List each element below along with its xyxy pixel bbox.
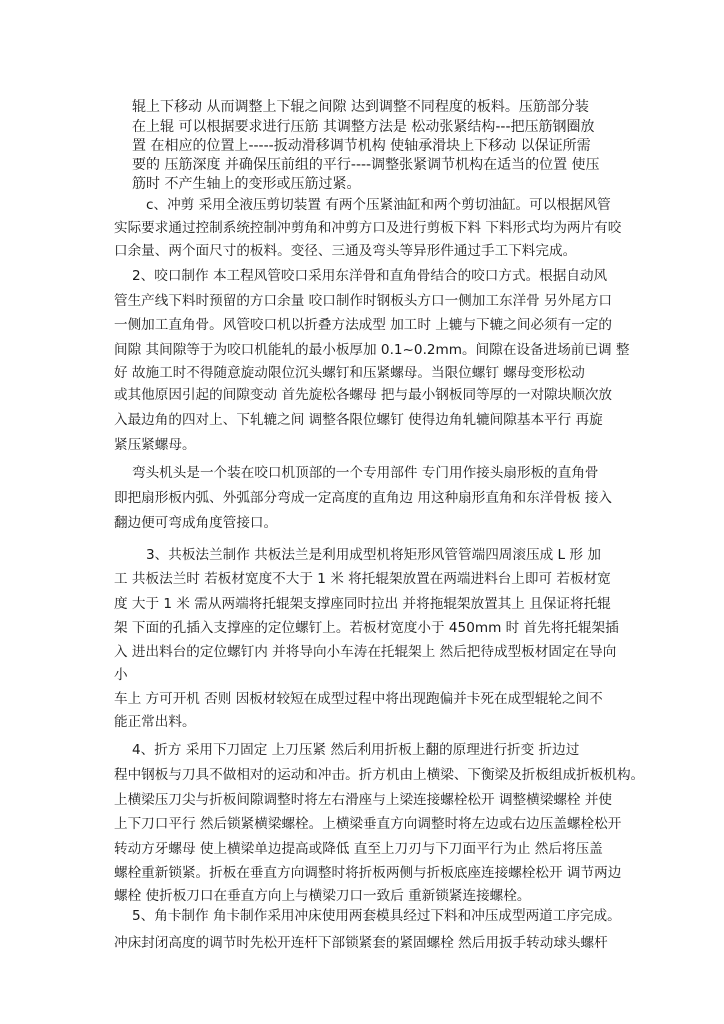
text-line: 即把扇形板内弧、外弧部分弯成一定高度的直角边 用这种扇形直角和东洋骨板 接入 [114, 490, 613, 506]
text-line: 程中钢板与刀具不做相对的运动和冲击。折方机由上横梁、下衡梁及折板组成折板机构。 [114, 767, 645, 783]
text-line: 能正常出料。 [114, 714, 196, 730]
text-line: 弯头机头是一个装在咬口机顶部的一个专用部件 专门用作接头扇形板的直角骨 [132, 465, 599, 481]
text-line: 上下刀口平行 然后锁紧横梁螺栓。上横梁垂直方向调整时将左边或右边压盖螺栓松开 [114, 816, 622, 832]
text-line: 3、共板法兰制作 共板法兰是利用成型机将矩形风管管端四周滚压成 L 形 加 [146, 547, 601, 563]
text-line: 在上辊 可以根据要求进行压筋 其调整方法是 松动张紧结构---把压筋钢圈放 [132, 119, 595, 135]
text-line: 要的 压筋深度 并确保压前组的平行----调整张紧调节机构在适当的位置 使压 [132, 157, 600, 173]
text-line: 车上 方可开机 否则 因板材较短在成型过程中将出现跑偏并卡死在成型辊轮之间不 [114, 691, 603, 707]
text-line: 螺栓重新锁紧。折板在垂直方向调整时将折板两侧与折板底座连接螺栓松开 调节两边 [114, 865, 622, 881]
text-line: 度 大于 1 米 需从两端将托辊架支撑座同时拉出 并将拖辊架放置其上 且保证将托辊 [114, 596, 611, 612]
text-line: 翻边便可弯成角度管接口。 [114, 515, 278, 531]
text-line: 4、折方 采用下刀固定 上刀压紧 然后利用折板上翻的原理进行折变 折边过 [132, 742, 580, 758]
text-line: 紧压紧螺母。 [114, 437, 196, 453]
text-line: 筋时 不产生轴上的变形或压筋过紧。 [132, 176, 361, 192]
text-line: 工 共板法兰时 若板材宽度不大于 1 米 将托辊架放置在两端进料台上即可 若板材宽 [114, 571, 611, 587]
text-line: 实际要求通过控制系统控制冲剪角和冲剪方口及进行剪板下料 下料形式均为两片有咬 [114, 220, 622, 236]
text-line: 入最边角的四对上、下轧辘之间 调整各限位螺钉 使得边角轧辘间隙基本平行 再旋 [114, 412, 603, 428]
text-line: 一侧加工直角骨。风管咬口机以折叠方法成型 加工时 上辘与下辘之间必须有一定的 [114, 317, 613, 333]
text-line: 冲床封闭高度的调节时先松开连杆下部锁紧套的紧固螺栓 然后用扳手转动球头螺杆 [114, 935, 608, 951]
text-line: 入 进出料台的定位螺钉内 并将导向小车涛在托辊架上 然后把待成型板材固定在导向 [114, 644, 617, 660]
text-line: c、冲剪 采用全液压剪切装置 有两个压紧油缸和两个剪切油缸。可以根据风管 [146, 197, 611, 213]
text-line: 口余量、两个面尺寸的板料。变径、三通及弯头等异形件通过手工下料完成。 [114, 243, 577, 259]
text-line: 辊上下移动 从而调整上下辊之间隙 达到调整不同程度的板料。压筋部分装 [132, 99, 589, 115]
text-line: 小 [114, 667, 128, 683]
text-line: 架 下面的孔插入支撑座的定位螺钉上。若板材宽度小于 450mm 时 首先将托辊架插 [114, 620, 619, 636]
text-line: 间隙 其间隙等于为咬口机能轧的最小板厚加 0.1~0.2mm。间隙在设备进场前已调 整 [114, 342, 630, 358]
text-line: 置 在相应的位置上-----扳动滑移调节机构 使轴承滑块上下移动 以保证所需 [132, 138, 591, 154]
text-line: 上横梁压刀尖与折板间隙调整时将左右滑座与上梁连接螺栓松开 调整横梁螺栓 并使 [114, 792, 613, 808]
text-line: 好 故施工时不得随意旋动限位沉头螺钉和压紧螺母。当限位螺钉 螺母变形松动 [114, 365, 585, 381]
text-line: 或其他原因引起的间隙变动 首先旋松各螺母 把与最小钢板同等厚的一对隙块顺次放 [114, 387, 613, 403]
text-line: 转动方牙螺母 使上横梁单边提高或降低 直至上刀刃与下刀面平行为止 然后将压盖 [114, 841, 603, 857]
text-line: 5、角卡制作 角卡制作采用冲床使用两套模具经过下料和冲压成型两道工序完成。 [132, 908, 621, 924]
text-line: 管生产线下料时预留的方口余量 咬口制作时钢板头方口一侧加工东洋骨 另外尾方口 [114, 293, 613, 309]
text-line: 2、咬口制作 本工程风管咬口采用东洋骨和直角骨结合的咬口方式。根据自动风 [132, 268, 608, 284]
text-line: 螺栓 使折板刀口在垂直方向上与横梁刀口一致后 重新锁紧连接螺栓。 [114, 888, 531, 904]
